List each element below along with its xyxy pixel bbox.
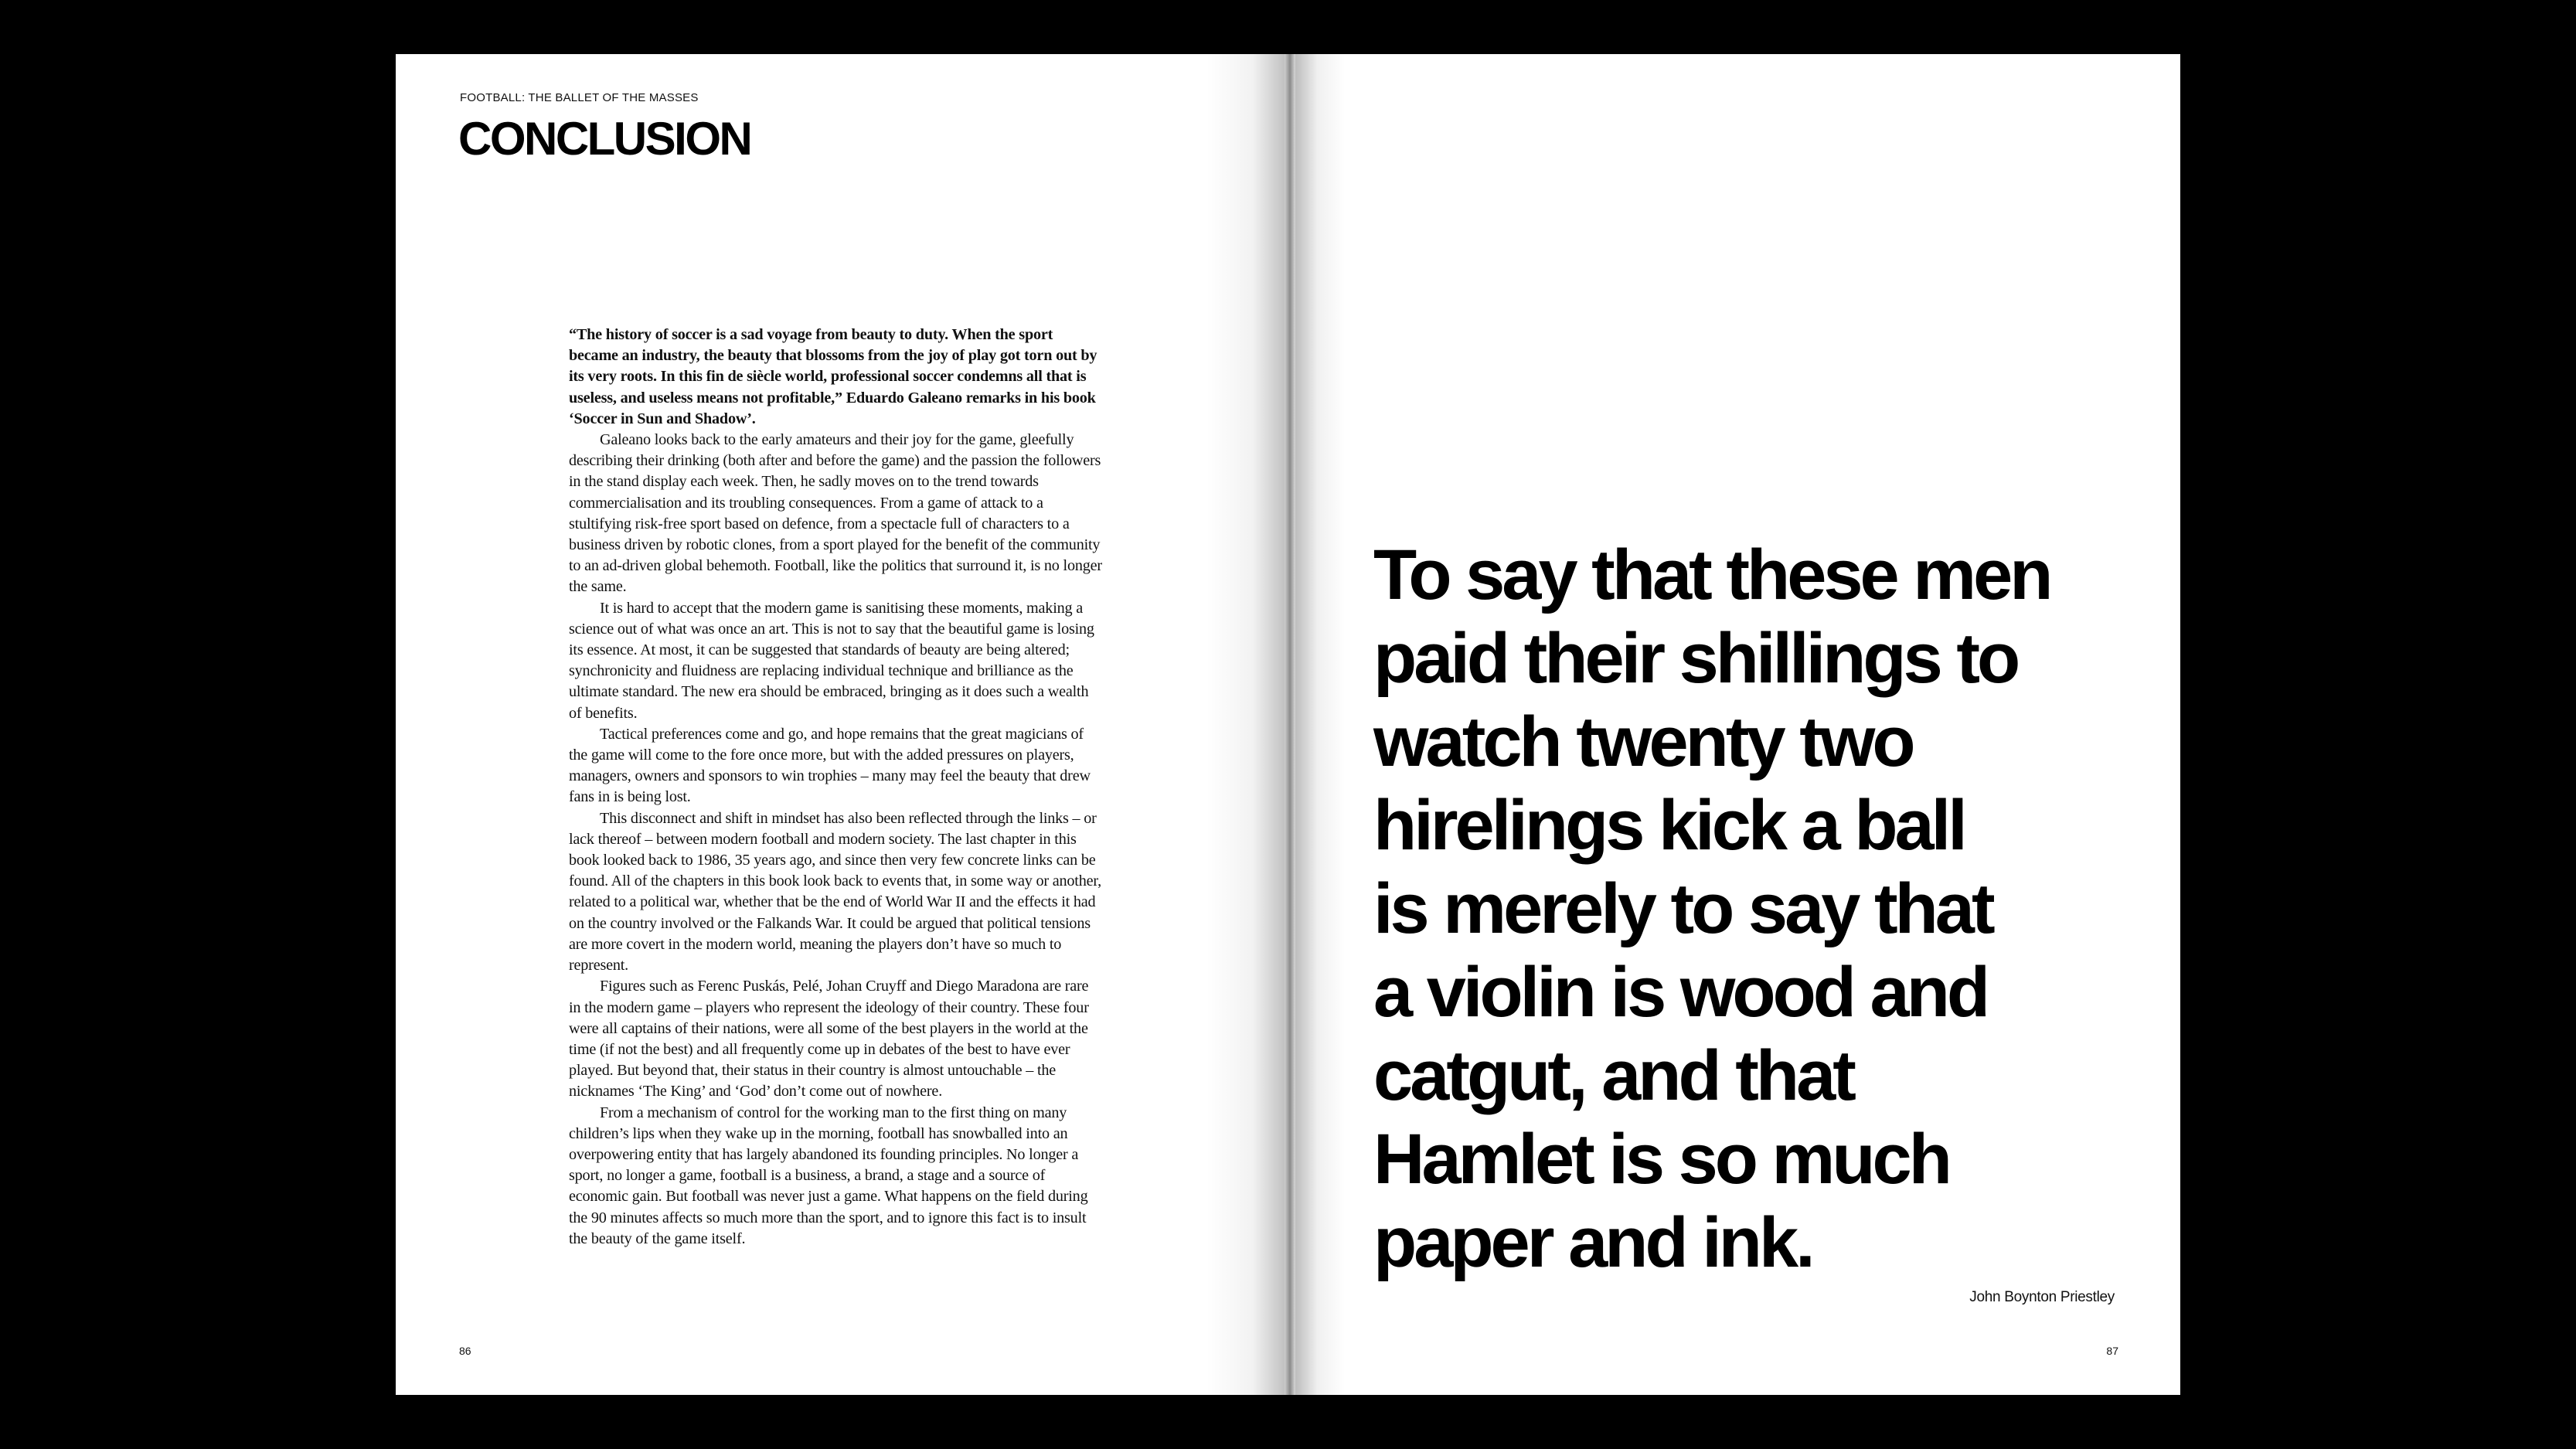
running-head: FOOTBALL: THE BALLET OF THE MASSES (460, 91, 699, 104)
book-spine (1285, 54, 1295, 1395)
page-number-right: 87 (2106, 1345, 2118, 1357)
quote-line: paid their shillings to (1373, 619, 2018, 698)
body-text (569, 325, 1102, 1250)
body-paragraph: Figures such as Ferenc Puskás, Pelé, Johan Cruyff and Diego Maradona are rare in the modern game – players who represent the ideology of their country. These four were all captains of their nations, were all some of the best players in the world at the time (if not the best) and all frequently come up in debates of the best to have ever played. But beyond that, their status in their country is almost untouchable – the nicknames ‘The King’ and ‘God’ don’t come out of nowhere. (569, 978, 1089, 1100)
right-page (1291, 54, 2180, 1395)
quote-line: catgut, and that (1373, 1036, 1853, 1115)
chapter-title: CONCLUSION (458, 113, 751, 165)
gutter-shadow (1206, 54, 1291, 1395)
quote-attribution: John Boynton Priestley (1969, 1289, 2115, 1305)
quote-line: is merely to say that (1373, 869, 1992, 948)
quote-line: To say that these men (1373, 536, 2050, 614)
quote-line: hirelings kick a ball (1373, 786, 1965, 865)
gutter-shadow (1291, 54, 1345, 1395)
body-paragraph: Tactical preferences come and go, and hope remains that the great magicians of the game will come to the fore once more, but with the added pressures on players, managers, owners and sponsors to win trophies – many may feel the beauty that drew fans in is being lost. (569, 725, 1091, 806)
pull-quote (1373, 533, 2146, 1284)
body-paragraph: This disconnect and shift in mindset has also been reflected through the links – or lack thereof – between modern football and modern society. The last chapter in this book looked back to 1986, 35 years ago, and since then very few concrete links can be found. All of the chapters in this book look back to events that, in some way or another, related to a political war, whether that be the end of World War II and the effects it had on the country involved or the Falkands War. It could be argued that political tensions are more covert in the modern world, meaning the players don’t have so much to represent. (569, 809, 1101, 975)
quote-line: Hamlet is so much (1373, 1120, 1949, 1199)
lead-paragraph: “The history of soccer is a sad voyage from beauty to duty. When the sport became an industry, the beauty that blossoms from the joy of play got torn out by its very roots. In this fin de siècle world, professional soccer condemns all that is useless, and useless means not profitable,” Eduardo Galeano remarks in his book ‘Soccer in Sun and Shadow’. (569, 326, 1097, 427)
body-paragraph: From a mechanism of control for the working man to the first thing on many children’s lips when they wake up in the morning, football has snowballed into an overpowering entity that has largely abandoned its founding principles. No longer a sport, no longer a game, football is a business, a brand, a stage and a source of economic gain. But football was never just a game. What happens on the field during the 90 minutes affects so much more than the sport, and to ignore this fact is to insult the beauty of the game itself. (569, 1104, 1088, 1247)
quote-line: paper and ink. (1373, 1203, 1812, 1282)
quote-line: watch twenty two (1373, 702, 1913, 781)
page-number-left: 86 (459, 1345, 471, 1357)
body-paragraph: Galeano looks back to the early amateurs and their joy for the game, gleefully describing their drinking (both after and before the game) and the passion the followers in the stand display each week. Then, he sadly moves on to the trend towards commercialisation and its troubling consequences. From a game of attack to a stultifying risk-free sport based on defence, from a spectacle full of characters to a business driven by robotic clones, from a sport played for the benefit of the community to an ad-driven global behemoth. Football, like the politics that surround it, is no longer the same. (569, 431, 1102, 596)
body-paragraph: It is hard to accept that the modern game is sanitising these moments, making a science out of what was once an art. This is not to say that the beautiful game is losing its essence. At most, it can be suggested that standards of beauty are being altered; synchronicity and fluidness are replacing individual technique and brilliance as the ultimate standard. The new era should be embraced, bringing as it does such a wealth of benefits. (569, 599, 1094, 722)
quote-line: a violin is wood and (1373, 953, 1988, 1032)
left-page (396, 54, 1291, 1395)
